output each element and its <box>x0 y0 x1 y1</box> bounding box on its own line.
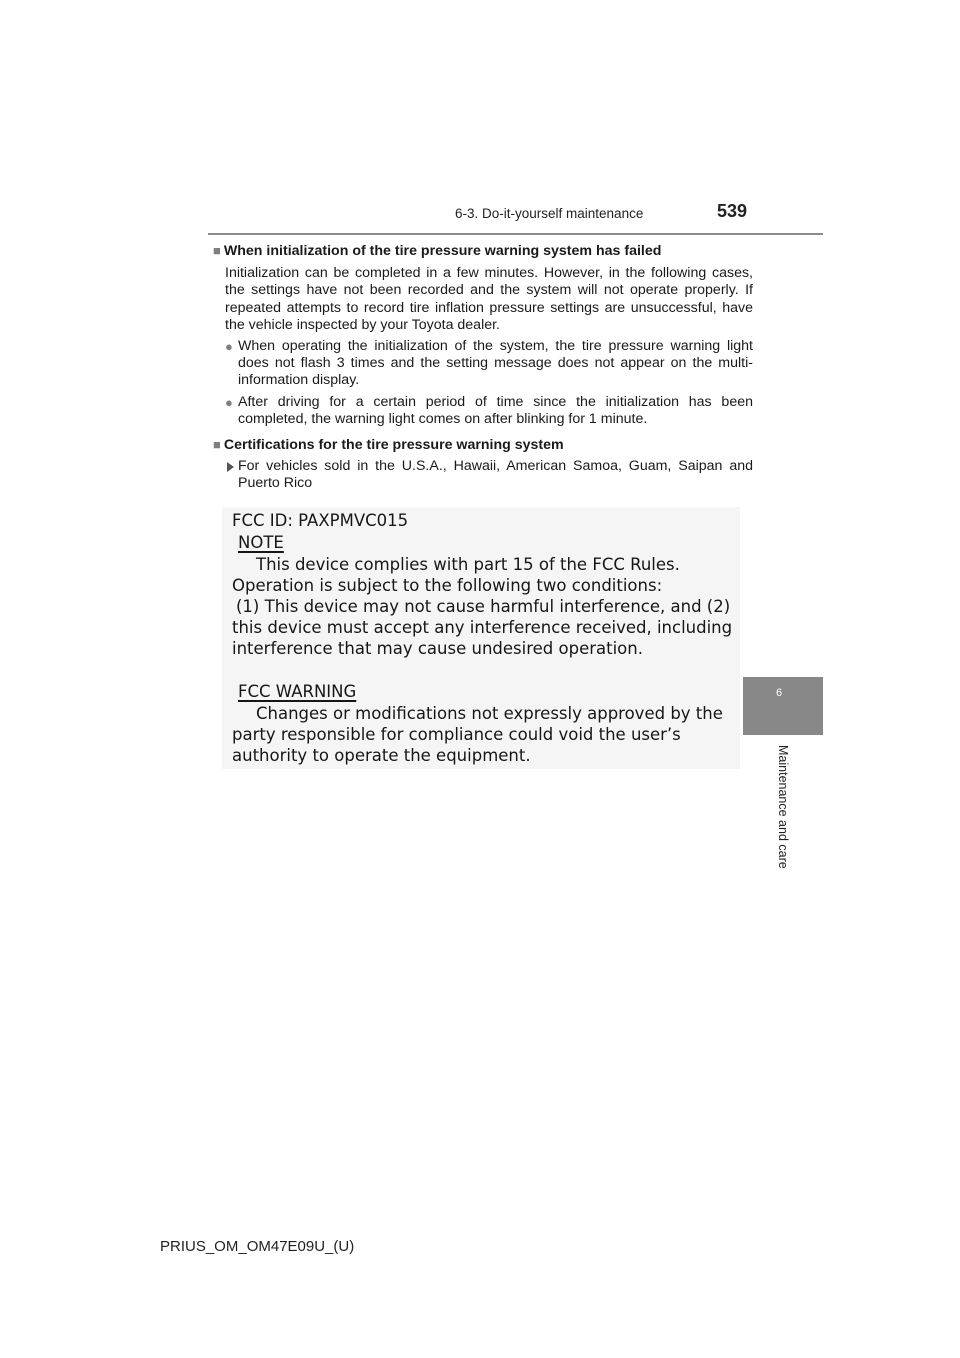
list-item <box>225 338 753 390</box>
header-section-title: 6-3. Do-it-yourself maintenance <box>455 206 644 221</box>
page-number: 539 <box>717 201 748 221</box>
list-item-text: After driving for a certain period of time since the initialization has been completed, the warning light comes on after blinking for 1 minute. <box>238 393 753 427</box>
header-divider <box>208 233 823 235</box>
chapter-label: Maintenance and care <box>776 745 790 869</box>
heading-text: When initialization of the tire pressure warning system has failed <box>223 243 662 259</box>
section-heading-certifications <box>213 436 753 454</box>
note-title: NOTE <box>238 533 284 552</box>
chapter-tab <box>743 677 823 735</box>
chapter-number: 6 <box>776 687 783 699</box>
note-line: Operation is subject to the following two conditions: <box>232 576 663 595</box>
fcc-label-image <box>222 507 740 769</box>
main-content <box>213 242 753 493</box>
warning-line: Changes or modifications not expressly approved by the <box>256 704 723 723</box>
warning-line: authority to operate the equipment. <box>232 746 531 765</box>
heading-text: Certifications for the tire pressure warning system <box>223 437 564 454</box>
warning-title: FCC WARNING <box>238 682 357 701</box>
square-bullet-icon: ■ <box>213 437 221 453</box>
footer-doc-code: PRIUS_OM_OM47E09U_(U) <box>160 1238 355 1255</box>
circle-bullet-icon: ● <box>225 339 233 355</box>
section-heading-initialization-failed <box>213 242 753 260</box>
list-item-text: When operating the initialization of the system, the tire pressure warning light does not flash 3 times and the setting message does not appear on the multi-information display. <box>238 338 753 389</box>
note-line: this device must accept any interference received, including <box>232 618 733 637</box>
note-line: (1) This device may not cause harmful interference, and (2) <box>236 597 731 616</box>
square-bullet-icon: ■ <box>213 243 221 258</box>
chapter-label-container <box>722 745 842 890</box>
triangle-arrow-icon <box>227 462 234 472</box>
circle-bullet-icon: ● <box>225 394 233 410</box>
list-item <box>225 394 753 428</box>
warning-line: party responsible for compliance could void the user’s <box>232 725 681 744</box>
note-line: This device complies with part 15 of the FCC Rules. <box>256 555 680 574</box>
sub-item <box>225 458 753 492</box>
sub-item-text: For vehicles sold in the U.S.A., Hawaii, American Samoa, Guam, Saipan and Puerto Rico <box>238 458 753 492</box>
fcc-id: FCC ID: PAXPMVC015 <box>232 511 409 530</box>
note-line: interference that may cause undesired operation. <box>232 639 643 658</box>
section-paragraph: Initialization can be completed in a few minutes. However, in the following cases, the settings have not been recorded and the system will not operate properly. If repeated attempts to record tire inflation pressure settings are unsuccessful, have the vehicle inspected by your Toyota dealer. <box>225 265 753 333</box>
